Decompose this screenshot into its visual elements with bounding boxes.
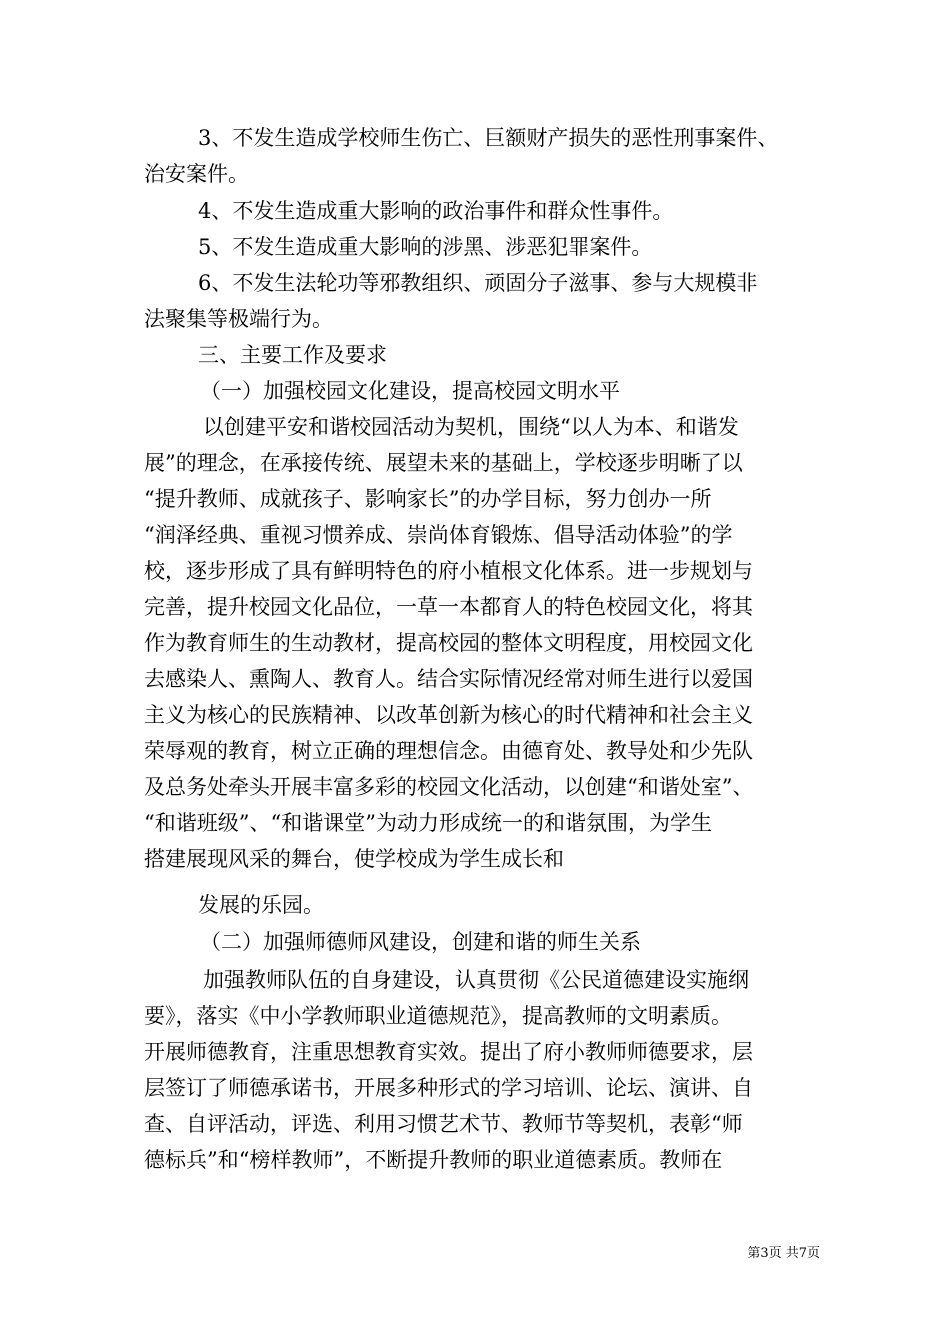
text-line: 作为教育师生的生动教材，提高校园的整体文明程度，用校园文化 [144, 631, 753, 655]
text-line: 法聚集等极端行为。 [144, 307, 333, 331]
text-line: 治安案件。 [144, 162, 249, 186]
section-heading: 三、主要工作及要求 [198, 343, 387, 367]
text-line: 查、自评活动，评选、利用习惯艺术节、教师节等契机，表彰“师 [144, 1112, 743, 1136]
text-line: 加强教师队伍的自身建设，认真贯彻《公民道德建设实施纲 [203, 968, 749, 992]
text-line: 搭建展现风采的舞台，使学校成为学生成长和 [144, 847, 564, 871]
text-line: 主义为核心的民族精神、以改革创新为核心的时代精神和社会主义 [144, 703, 753, 727]
text-line: 去感染人、熏陶人、教育人。结合实际情况经常对师生进行以爱国 [144, 667, 753, 691]
text-line: “提升教师、成就孩子、影响家长”的办学目标，努力创办一所 [144, 487, 712, 511]
text-line: 校，逐步形成了具有鲜明特色的府小植根文化体系。进一步规划与 [144, 559, 753, 583]
text-line: 德标兵”和“榜样教师”，不断提升教师的职业道德素质。教师在 [144, 1148, 723, 1172]
text-line: 荣辱观的教育，树立正确的理想信念。由德育处、教导处和少先队 [144, 739, 753, 763]
text-line: 要》，落实《中小学教师职业道德规范》，提高教师的文明素质。 [144, 1004, 732, 1028]
text-line: “润泽经典、重视习惯养成、崇尚体育锻炼、倡导活动体验”的学 [144, 523, 733, 547]
text-line: 发展的乐园。 [198, 893, 324, 917]
text-line: 开展师德教育，注重思想教育实效。提出了府小教师师德要求，层 [144, 1040, 753, 1064]
text-line: 6、不发生法轮功等邪教组织、顽固分子滋事、参与大规模非 [198, 271, 758, 295]
subsection-heading: （一）加强校园文化建设，提高校园文明水平 [200, 379, 620, 403]
text-line: “和谐班级”、“和谐课堂”为动力形成统一的和谐氛围，为学生 [144, 811, 712, 835]
text-line: 完善，提升校园文化品位，一草一本都育人的特色校园文化，将其 [144, 595, 753, 619]
text-line: 3、不发生造成学校师生伤亡、巨额财产损失的恶性刑事案件、 [198, 126, 779, 150]
text-line: 4、不发生造成重大影响的政治事件和群众性事件。 [198, 199, 674, 223]
subsection-heading: （二）加强师德师风建设，创建和谐的师生关系 [200, 930, 641, 954]
text-line: 展”的理念，在承接传统、展望未来的基础上，学校逐步明晰了以 [144, 451, 743, 475]
text-line: 以创建平安和谐校园活动为契机，围绕“以人为本、和谐发 [203, 415, 739, 439]
text-line: 层签订了师德承诺书，开展多种形式的学习培训、论坛、演讲、自 [144, 1076, 753, 1100]
text-line: 5、不发生造成重大影响的涉黑、涉恶犯罪案件。 [198, 235, 653, 259]
page-number: 第3页 共7页 [747, 1246, 820, 1261]
text-line: 及总务处牵头开展丰富多彩的校园文化活动，以创建“和谐处室”、 [144, 775, 754, 799]
